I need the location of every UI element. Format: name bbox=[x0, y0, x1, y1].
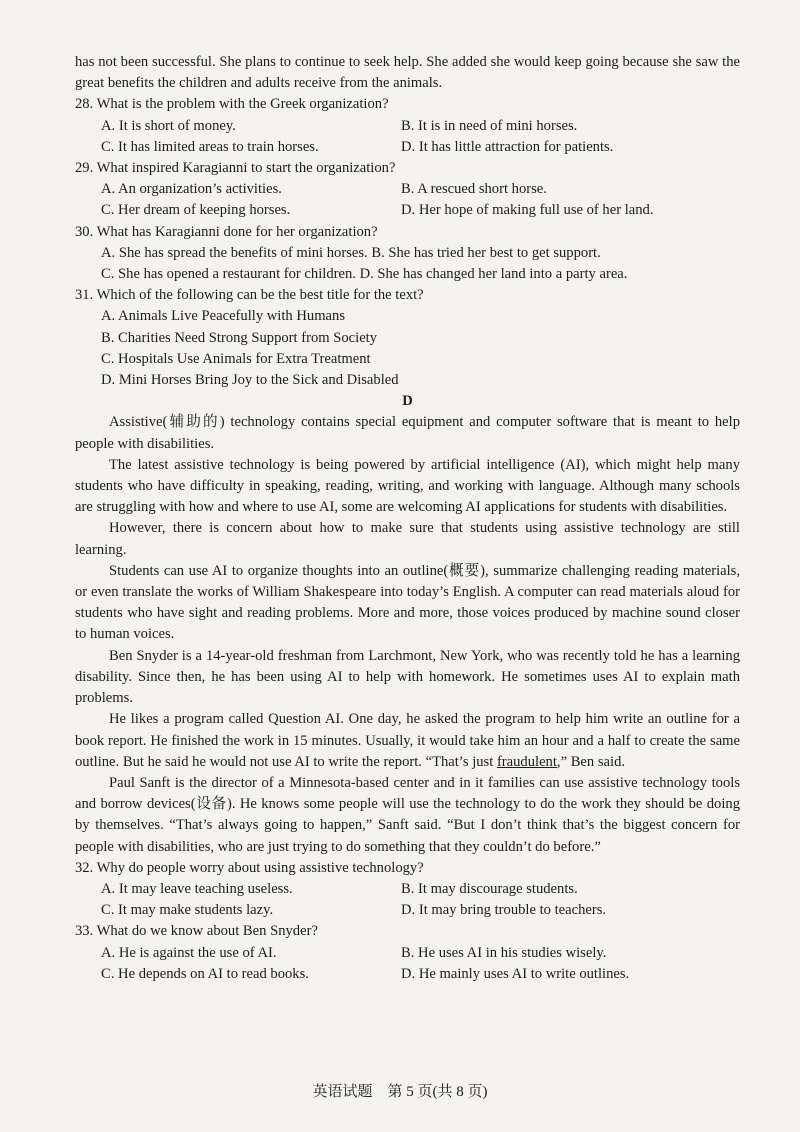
option-a: A. She has spread the benefits of mini horses. bbox=[101, 244, 368, 261]
question-stem: 29. What inspired Karagianni to start the organization? bbox=[75, 160, 396, 177]
passage-paragraph-6 bbox=[75, 709, 740, 773]
option-c: C. She has opened a restaurant for children. bbox=[101, 266, 356, 283]
option-b: B. It may discourage students. bbox=[401, 880, 578, 897]
intro-paragraph: has not been successful. She plans to continue to seek help. She added she would keep going because she saw the great benefits the children and adults receive from the animals. bbox=[75, 54, 740, 92]
option-c: C. Hospitals Use Animals for Extra Treatment bbox=[101, 350, 371, 367]
passage-paragraph: Assistive(辅助的) technology contains special equipment and computer software that is meant to help people with disabilities. bbox=[75, 414, 740, 452]
option-b: B. Charities Need Strong Support from Society bbox=[101, 329, 378, 346]
question-stem: 32. Why do people worry about using assistive technology? bbox=[75, 859, 424, 876]
option-a: A. Animals Live Peacefully with Humans bbox=[101, 308, 345, 325]
option-d: D. It may bring trouble to teachers. bbox=[401, 902, 607, 919]
option-b: B. It is in need of mini horses. bbox=[401, 117, 578, 134]
page-footer: 英语试题 第 5 页(共 8 页) bbox=[312, 1084, 488, 1100]
question-stem: 30. What has Karagianni done for her organization? bbox=[75, 223, 378, 240]
passage-paragraph: Paul Sanft is the director of a Minnesota-based center and in it families can use assistive technology tools and borrow devices(设备). He knows some people will use the technology to do the work they should be doing by themselves. “That’s always going to happen,” Sanft said. “But I don’t think that’s the biggest concern for people with disabilities, who are just trying to do something that they couldn’t do before.” bbox=[75, 774, 740, 855]
question-stem: 33. What do we know about Ben Snyder? bbox=[75, 923, 318, 940]
option-c: C. It may make students lazy. bbox=[101, 902, 274, 919]
option-a: A. It may leave teaching useless. bbox=[101, 880, 293, 897]
question-31 bbox=[75, 285, 740, 391]
text-run: He likes a program called Question AI. One day, he asked the program to help him write an outline for a book report. He finished the work in 15 minutes. Usually, it would take him an hour and a half to create the same outline. But he said he would not use AI to write the report. “That’s just bbox=[75, 711, 740, 770]
option-d: D. Her hope of making full use of her land. bbox=[401, 202, 654, 219]
text-run: ,” Ben said. bbox=[556, 753, 626, 770]
question-33 bbox=[75, 921, 740, 985]
passage-paragraph: However, there is concern about how to make sure that students using assistive technology are still learning. bbox=[75, 520, 740, 558]
options-grid bbox=[75, 943, 740, 985]
options-list bbox=[75, 306, 740, 391]
option-a: A. It is short of money. bbox=[101, 117, 236, 134]
option-a: A. An organization’s activities. bbox=[101, 181, 282, 198]
question-stem: 28. What is the problem with the Greek organization? bbox=[75, 96, 389, 113]
option-d: D. It has little attraction for patients. bbox=[401, 138, 614, 155]
option-b: B. A rescued short horse. bbox=[401, 181, 547, 198]
underlined-word: fraudulent bbox=[496, 753, 557, 770]
question-32 bbox=[75, 858, 740, 922]
option-c: C. It has limited areas to train horses. bbox=[101, 138, 319, 155]
passage-paragraph: Students can use AI to organize thoughts into an outline(概要), summarize challenging reading materials, or even translate the works of William Shakespeare into today’s English. A computer can read materials aloud for students who have sight and reading problems. More and more, those voices produced by machine sound closer to human voices. bbox=[75, 562, 740, 643]
options-list bbox=[75, 243, 740, 285]
section-heading: D bbox=[402, 393, 413, 410]
passage-paragraph: Ben Snyder is a 14-year-old freshman from Larchmont, New York, who was recently told he has a learning disability. Since then, he has been using AI to help with homework. He sometimes uses AI to explain math problems. bbox=[75, 647, 740, 707]
option-d: D. She has changed her land into a party area. bbox=[359, 266, 628, 283]
options-grid bbox=[75, 879, 740, 921]
options-grid bbox=[75, 179, 740, 221]
option-a: A. He is against the use of AI. bbox=[101, 944, 277, 961]
option-b: B. He uses AI in his studies wisely. bbox=[401, 944, 607, 961]
passage-paragraph: The latest assistive technology is being powered by artificial intelligence (AI), which might help many students who have difficulty in speaking, reading, writing, and working with language. Although many schools are struggling with how and where to use AI, some are welcoming AI applications for students with disabilities. bbox=[75, 456, 740, 516]
option-d: D. Mini Horses Bring Joy to the Sick and Disabled bbox=[101, 372, 399, 389]
option-b: B. She has tried her best to get support. bbox=[371, 244, 601, 261]
options-grid bbox=[75, 116, 740, 158]
question-28 bbox=[75, 94, 740, 158]
question-30 bbox=[75, 222, 740, 286]
option-d: D. He mainly uses AI to write outlines. bbox=[401, 965, 630, 982]
question-29 bbox=[75, 158, 740, 222]
question-stem: 31. Which of the following can be the best title for the text? bbox=[75, 287, 424, 304]
option-c: C. He depends on AI to read books. bbox=[101, 965, 309, 982]
option-c: C. Her dream of keeping horses. bbox=[101, 202, 291, 219]
